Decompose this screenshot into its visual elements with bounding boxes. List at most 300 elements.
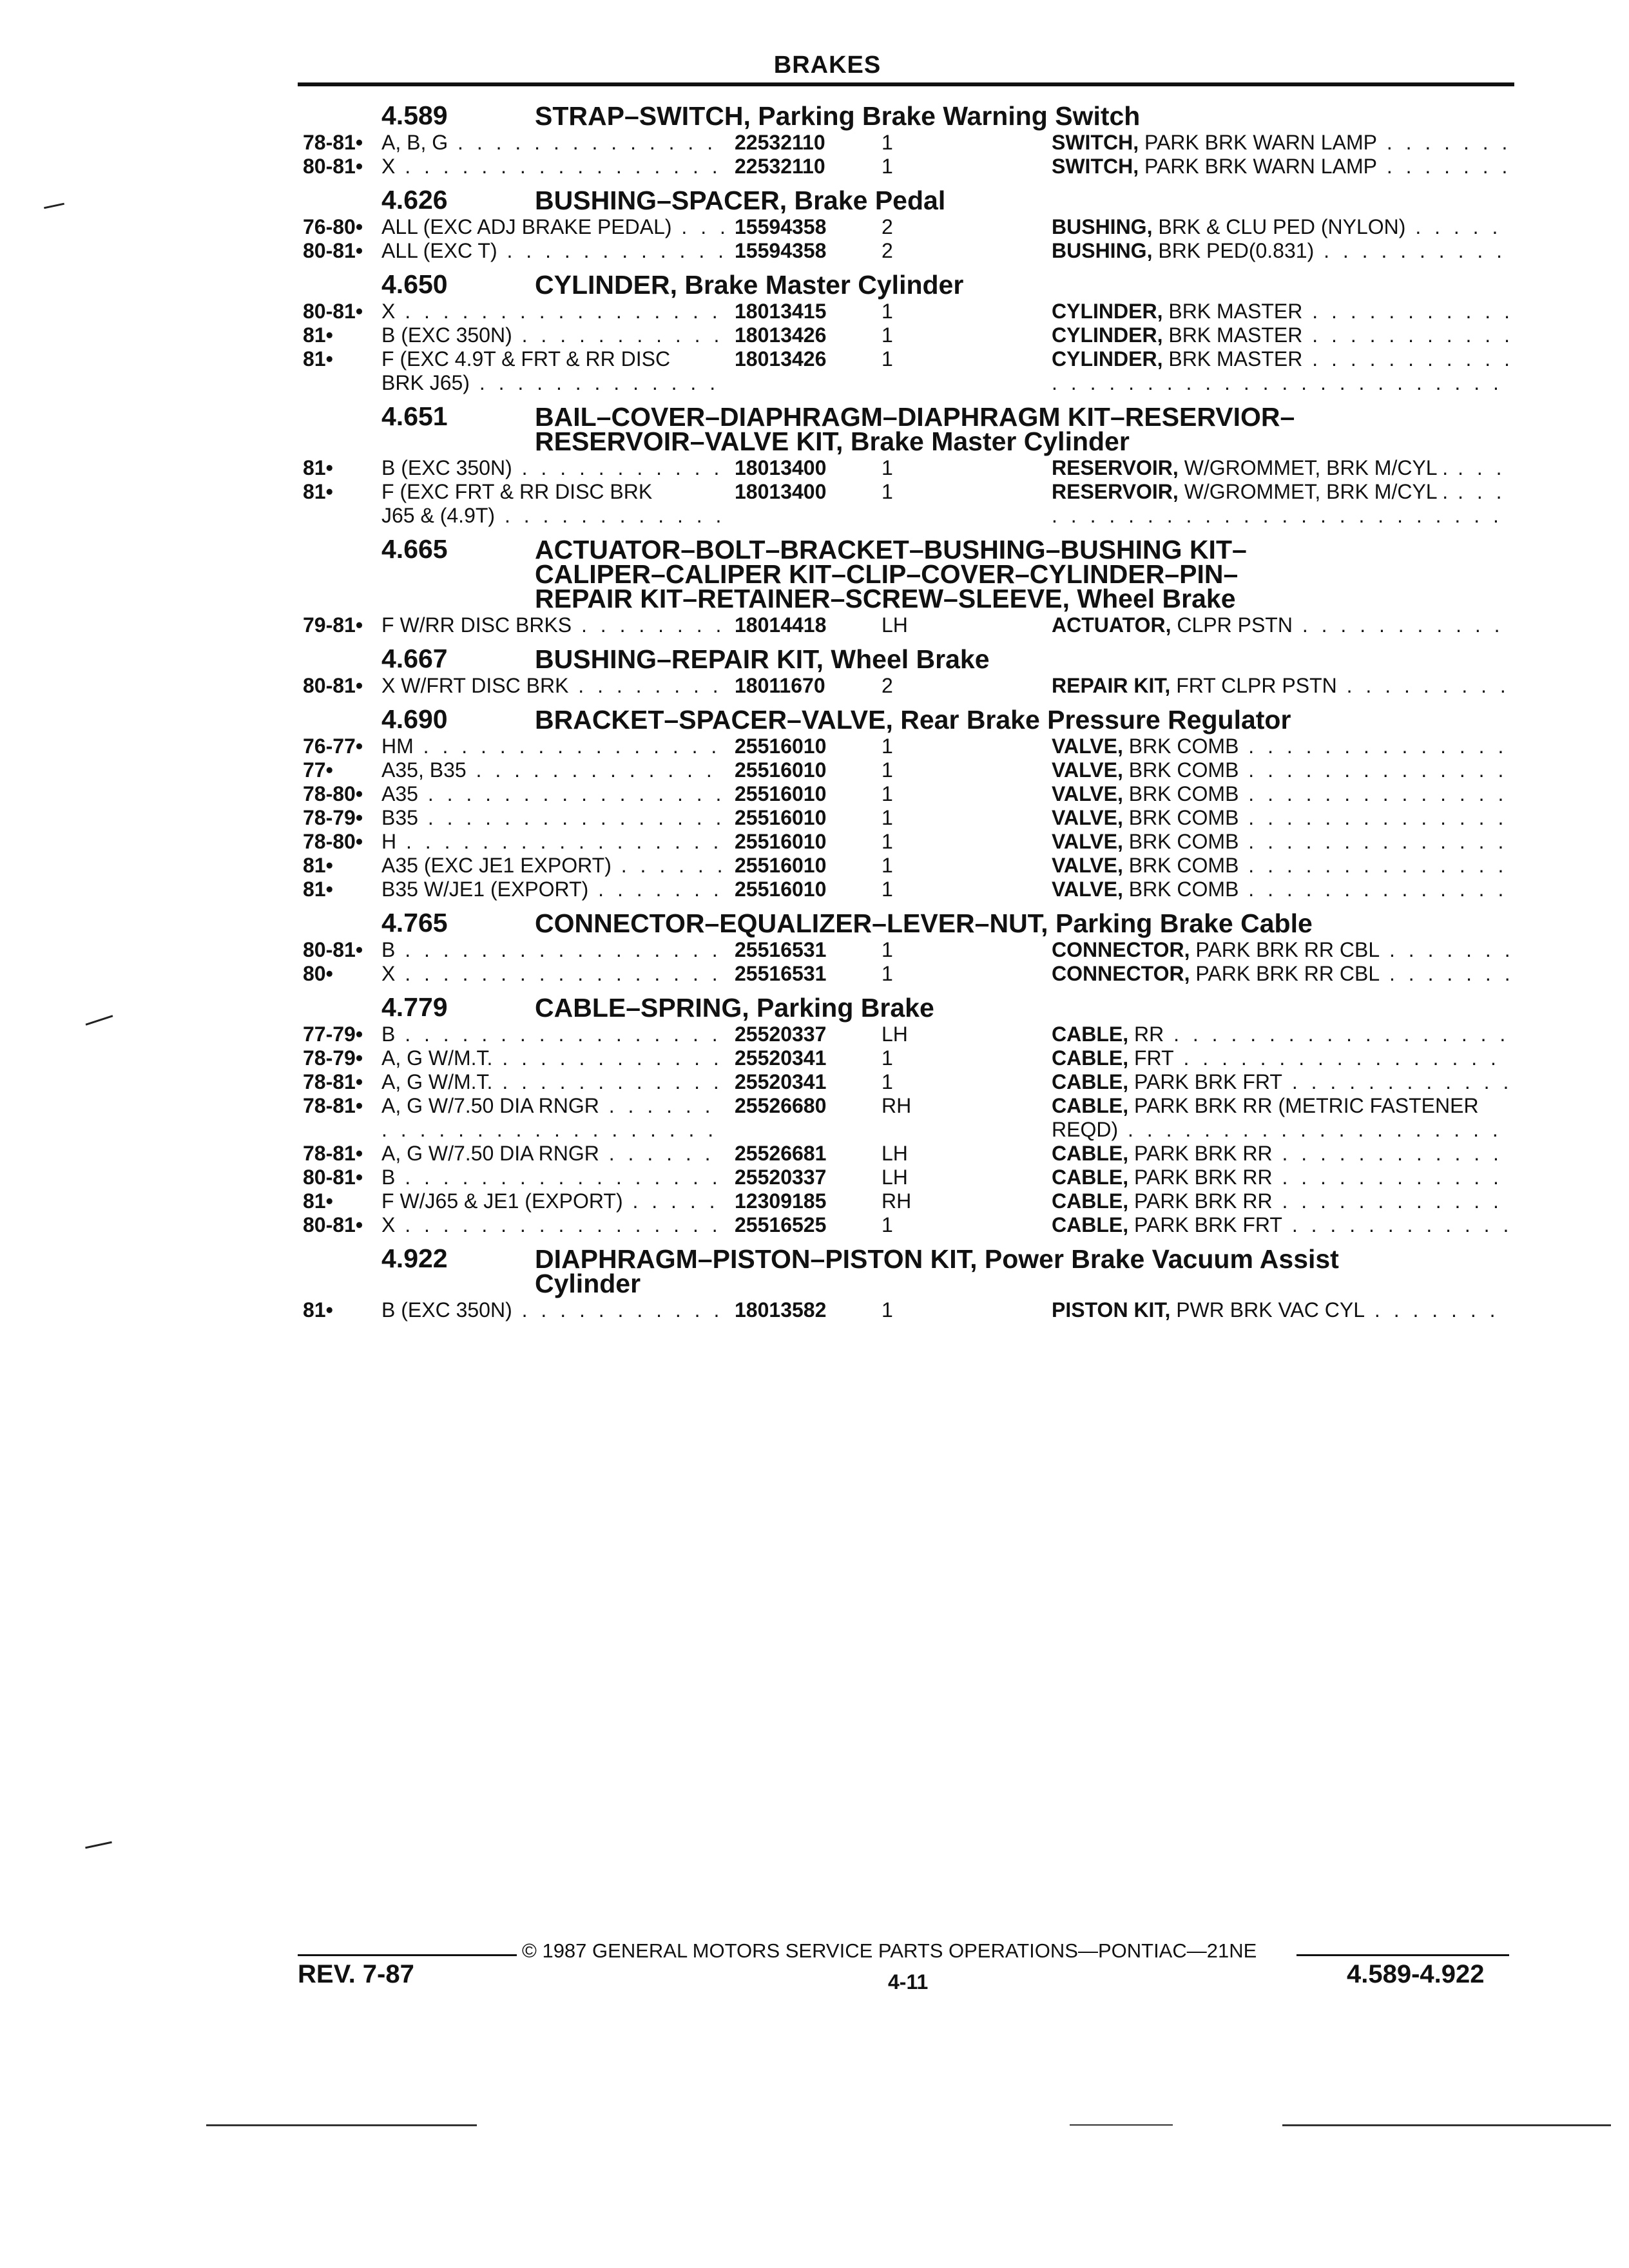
leader-dots: . . . . . . .	[1389, 938, 1514, 961]
model-year: 81•	[303, 456, 333, 479]
leader-dots: . . . . . . . .	[581, 613, 726, 637]
model-year: 81•	[303, 878, 333, 901]
description-detail: PARK BRK RR CBL	[1195, 938, 1380, 961]
model-year: 76-77•	[303, 735, 363, 758]
part-number: 25516010	[735, 806, 827, 829]
quantity: 1	[882, 155, 893, 178]
model-application: ALL (EXC ADJ BRAKE PEDAL) . . .	[381, 215, 729, 239]
model-year: 81•	[303, 1298, 333, 1321]
model-year: 78-81•	[303, 131, 363, 154]
part-number: 25520341	[735, 1070, 827, 1093]
part-number: 18013426	[735, 323, 827, 347]
description-name: CABLE,	[1052, 1166, 1129, 1189]
parts-section	[298, 101, 1514, 178]
leader-dots: . . . . . . . . . . . .	[1291, 1070, 1513, 1093]
model-application: A, G W/M.T. . . . . . . . . . . . .	[381, 1070, 729, 1094]
model-application: B35 W/JE1 (EXPORT) . . . . . . .	[381, 878, 729, 901]
model-year: 77•	[303, 758, 333, 782]
part-description	[1052, 155, 1514, 178]
part-description	[1052, 806, 1514, 830]
section-title: CABLE–SPRING, Parking Brake	[535, 993, 934, 1023]
part-number: 15594358	[735, 239, 827, 262]
part-description	[1052, 854, 1514, 878]
model-year: 80-81•	[303, 674, 363, 697]
description-detail: BRK MASTER	[1168, 347, 1303, 370]
model-year: 80•	[303, 962, 333, 985]
leader-dots: . . . . . . .	[1386, 131, 1512, 154]
section-number: 4.589	[381, 101, 448, 130]
description-name: CYLINDER,	[1052, 347, 1163, 370]
part-number: 25516010	[735, 782, 827, 805]
part-number: 18013415	[735, 300, 827, 323]
model-year: 80-81•	[303, 1166, 363, 1189]
bottom-edge-line	[206, 2124, 477, 2126]
part-number: 25516531	[735, 938, 827, 961]
leader-dots: . . . . . . . . . . . . . . . . . . . .	[1128, 1118, 1502, 1141]
part-description	[1052, 323, 1514, 347]
description-detail: PARK BRK FRT	[1134, 1070, 1282, 1093]
description-detail: FRT	[1134, 1046, 1174, 1070]
description-name: VALVE,	[1052, 806, 1123, 829]
part-description	[1052, 674, 1514, 698]
parts-section	[298, 908, 1514, 986]
quantity: 1	[882, 938, 893, 961]
part-row	[298, 613, 1514, 637]
leader-dots: . . . . . . . . . . . . . .	[458, 131, 717, 154]
section-number: 4.626	[381, 185, 448, 215]
leader-dots: . . . . . . . . . . . . . . . . . . . . . . . . . . .	[1052, 480, 1506, 527]
section-title: BUSHING–SPACER, Brake Pedal	[535, 186, 946, 215]
description-name: CABLE,	[1052, 1189, 1129, 1213]
part-row	[298, 735, 1514, 758]
model-application: B (EXC 350N) . . . . . . . . . . .	[381, 1298, 729, 1322]
part-number: 15594358	[735, 215, 827, 238]
leader-dots: . . . . . . . . . . . . . .	[1248, 830, 1508, 853]
leader-dots: . . . . . . . .	[578, 674, 722, 697]
parts-section	[298, 644, 1514, 698]
section-heading	[298, 1244, 1514, 1296]
description-detail: PARK BRK RR	[1134, 1189, 1273, 1213]
part-row	[298, 456, 1514, 480]
part-description	[1052, 613, 1514, 637]
model-application: B . . . . . . . . . . . . . . . . .	[381, 1166, 729, 1189]
leader-dots: . . . . . . . . . . .	[1302, 613, 1504, 637]
description-detail: W/GROMMET, BRK M/CYL .	[1184, 456, 1449, 479]
model-year: 78-81•	[303, 1094, 363, 1117]
model-application: A35 . . . . . . . . . . . . . . . .	[381, 782, 729, 806]
description-detail: PWR BRK VAC CYL	[1176, 1298, 1365, 1321]
leader-dots: . . . . . . . . . . . . . . . . . . . . . . . .	[381, 1094, 718, 1141]
leader-dots: . . . . . . . . . . . .	[1282, 1189, 1503, 1213]
part-number: 18014418	[735, 613, 827, 637]
section-heading	[298, 185, 1514, 213]
part-description	[1052, 347, 1514, 395]
part-number: 25516010	[735, 854, 827, 877]
parts-section	[298, 992, 1514, 1237]
part-row	[298, 830, 1514, 854]
leader-dots: . . . . . . . . . . .	[521, 1298, 724, 1321]
leader-dots: . . . . . . . . . . . . . .	[1248, 782, 1508, 805]
description-detail: PARK BRK WARN LAMP	[1144, 131, 1377, 154]
parts-section	[298, 1244, 1514, 1322]
leader-dots: . . . . . . . . . . . .	[1291, 1213, 1513, 1236]
part-description	[1052, 480, 1514, 528]
section-heading	[298, 534, 1514, 611]
section-heading	[298, 704, 1514, 735]
section-heading	[298, 908, 1514, 936]
section-title: STRAP–SWITCH, Parking Brake Warning Switch	[535, 101, 1141, 131]
quantity: RH	[882, 1094, 912, 1117]
leader-dots: . . . . . . . . . . .	[1312, 300, 1514, 323]
description-name: PISTON KIT,	[1052, 1298, 1171, 1321]
part-number: 25516010	[735, 830, 827, 853]
leader-dots: . . . . . . . . . . .	[521, 456, 724, 479]
page-number: 4-11	[888, 1970, 929, 1994]
description-name: ACTUATOR,	[1052, 613, 1171, 637]
model-application: X W/FRT DISC BRK . . . . . . . .	[381, 674, 729, 698]
model-application: A, G W/M.T. . . . . . . . . . . . .	[381, 1046, 729, 1070]
part-description	[1052, 131, 1514, 155]
part-number: 25520337	[735, 1023, 827, 1046]
description-detail: FRT CLPR PSTN	[1176, 674, 1337, 697]
description-detail: BRK COMB	[1128, 782, 1239, 805]
description-name: CYLINDER,	[1052, 300, 1163, 323]
leader-dots: . . . . . . . . . . . .	[502, 1046, 723, 1070]
model-year: 80-81•	[303, 239, 363, 262]
description-name: VALVE,	[1052, 758, 1123, 782]
description-detail: BRK COMB	[1128, 758, 1239, 782]
model-year: 80-81•	[303, 300, 363, 323]
part-row	[298, 1166, 1514, 1189]
leader-dots: . . . . . . . . . . . .	[502, 1070, 723, 1093]
leader-dots: . . . . . . . . . . . . . . . . .	[405, 300, 722, 323]
part-row	[298, 806, 1514, 830]
description-name: RESERVOIR,	[1052, 480, 1179, 503]
leader-dots: . . . . . . . . . . . . .	[479, 371, 720, 394]
parts-section	[298, 401, 1514, 528]
part-number: 25516525	[735, 1213, 827, 1236]
parts-list	[298, 101, 1514, 1322]
page-header: BRAKES	[773, 52, 882, 79]
quantity: 1	[882, 758, 893, 782]
description-detail: PARK BRK RR	[1134, 1166, 1273, 1189]
leader-dots: . . . . .	[632, 1189, 719, 1213]
part-row	[298, 758, 1514, 782]
quantity: 1	[882, 1046, 893, 1070]
quantity: 1	[882, 480, 893, 503]
part-number: 25526681	[735, 1142, 827, 1165]
description-name: SWITCH,	[1052, 155, 1139, 178]
description-name: CABLE,	[1052, 1094, 1129, 1117]
model-year: 81•	[303, 323, 333, 347]
part-description	[1052, 758, 1514, 782]
model-year: 76-80•	[303, 215, 363, 238]
part-description	[1052, 1070, 1514, 1094]
section-number: 4.651	[381, 401, 448, 431]
section-number: 4.779	[381, 992, 448, 1022]
model-application: A35, B35 . . . . . . . . . . . . .	[381, 758, 729, 782]
part-number: 25520337	[735, 1166, 827, 1189]
leader-dots: . . . . . . .	[598, 878, 723, 901]
header-rule	[298, 82, 1514, 86]
leader-dots: . . . . . . . . . . . .	[1282, 1142, 1503, 1165]
model-year: 80-81•	[303, 1213, 363, 1236]
model-application: F (EXC FRT & RR DISC BRK J65 & (4.9T) . . . . . . . . . . . .	[381, 480, 729, 528]
description-name: CONNECTOR,	[1052, 938, 1190, 961]
model-application: X . . . . . . . . . . . . . . . . .	[381, 962, 729, 986]
part-description	[1052, 782, 1514, 806]
leader-dots: . . . . . . . . . . . . . .	[1248, 806, 1508, 829]
quantity: 1	[882, 323, 893, 347]
leader-dots: . . . . . . . . . . . . . . . . .	[1183, 1046, 1500, 1070]
description-name: VALVE,	[1052, 782, 1123, 805]
model-application: H . . . . . . . . . . . . . . . . .	[381, 830, 729, 854]
model-year: 80-81•	[303, 155, 363, 178]
part-number: 25516531	[735, 962, 827, 985]
description-name: BUSHING,	[1052, 239, 1153, 262]
part-row	[298, 1023, 1514, 1046]
model-application: B (EXC 350N) . . . . . . . . . . .	[381, 456, 729, 480]
model-application: B . . . . . . . . . . . . . . . . .	[381, 938, 729, 962]
leader-dots: . . . . . . . . . . . . . . . . .	[405, 1023, 722, 1046]
quantity: 1	[882, 300, 893, 323]
leader-dots: . . . . . . . . . . . . . . . . .	[405, 1213, 722, 1236]
model-application: A, B, G . . . . . . . . . . . . . .	[381, 131, 729, 155]
model-application: F W/J65 & JE1 (EXPORT) . . . . .	[381, 1189, 729, 1213]
parts-section	[298, 185, 1514, 263]
part-row	[298, 239, 1514, 263]
quantity: RH	[882, 1189, 912, 1213]
section-number: 4.667	[381, 644, 448, 673]
footer-copyright: © 1987 GENERAL MOTORS SERVICE PARTS OPERATIONS—PONTIAC—21NE	[522, 1939, 1257, 1962]
part-description	[1052, 1046, 1514, 1070]
model-year: 78-81•	[303, 1142, 363, 1165]
leader-dots: . . . . . . . . . .	[1324, 239, 1507, 262]
section-heading	[298, 644, 1514, 674]
description-detail: W/GROMMET, BRK M/CYL .	[1184, 480, 1449, 503]
model-year: 78-79•	[303, 1046, 363, 1070]
model-year: 81•	[303, 480, 333, 503]
part-description	[1052, 1189, 1514, 1213]
section-title: DIAPHRAGM–PISTON–PISTON KIT, Power Brake Vacuum Assist Cylinder	[535, 1244, 1339, 1298]
description-name: CABLE,	[1052, 1213, 1129, 1236]
model-application: HM . . . . . . . . . . . . . . . .	[381, 735, 729, 758]
quantity: 1	[882, 735, 893, 758]
leader-dots: . . . . . . . . . . . . . .	[1248, 758, 1508, 782]
leader-dots: . . . . . . . . . . . . . . . . .	[405, 938, 722, 961]
part-row	[298, 323, 1514, 347]
model-year: 78-81•	[303, 1070, 363, 1093]
section-title: BUSHING–REPAIR KIT, Wheel Brake	[535, 644, 990, 674]
part-row	[298, 962, 1514, 986]
part-description	[1052, 1023, 1514, 1046]
quantity: 2	[882, 674, 893, 697]
model-year: 77-79•	[303, 1023, 363, 1046]
description-detail: PARK BRK RR	[1134, 1142, 1273, 1165]
part-row	[298, 938, 1514, 962]
parts-section	[298, 534, 1514, 637]
leader-dots: . . . . . . . . . . . . . . . .	[423, 735, 721, 758]
section-number: 4.922	[381, 1244, 448, 1273]
model-application: B35 . . . . . . . . . . . . . . . .	[381, 806, 729, 830]
part-row	[298, 1046, 1514, 1070]
description-name: CYLINDER,	[1052, 323, 1163, 347]
part-number: 25516010	[735, 758, 827, 782]
part-row	[298, 1213, 1514, 1237]
part-row	[298, 1094, 1514, 1142]
part-row	[298, 480, 1514, 528]
description-detail: PARK BRK RR CBL	[1195, 962, 1380, 985]
model-application: A35 (EXC JE1 EXPORT) . . . . . .	[381, 854, 729, 878]
description-name: VALVE,	[1052, 735, 1123, 758]
quantity: LH	[882, 1023, 908, 1046]
description-name: CABLE,	[1052, 1070, 1129, 1093]
quantity: 2	[882, 239, 893, 262]
quantity: 1	[882, 962, 893, 985]
part-row	[298, 878, 1514, 901]
footer-rule-left	[298, 1954, 517, 1956]
quantity: 1	[882, 456, 893, 479]
section-number: 4.690	[381, 704, 448, 734]
description-name: REPAIR KIT,	[1052, 674, 1171, 697]
description-detail: BRK COMB	[1128, 830, 1239, 853]
model-year: 78-79•	[303, 806, 363, 829]
part-number: 25526680	[735, 1094, 827, 1117]
description-detail: BRK COMB	[1128, 806, 1239, 829]
quantity: 2	[882, 215, 893, 238]
section-number: 4.665	[381, 534, 448, 564]
footer-rule-right	[1296, 1954, 1509, 1956]
leader-dots: . . . . . . . . . . .	[1312, 323, 1514, 347]
model-year: 81•	[303, 347, 333, 370]
part-row	[298, 347, 1514, 395]
part-row	[298, 1189, 1514, 1213]
leader-dots: . . . . . . . . . . . .	[1282, 1166, 1503, 1189]
part-description	[1052, 1142, 1514, 1166]
part-description	[1052, 456, 1514, 480]
description-detail: BRK COMB	[1128, 735, 1239, 758]
leader-dots: . . . . . . . . .	[1346, 674, 1510, 697]
revision-label: REV. 7-87	[298, 1960, 414, 1988]
part-number: 12309185	[735, 1189, 827, 1213]
quantity: LH	[882, 1142, 908, 1165]
description-detail: PARK BRK WARN LAMP	[1144, 155, 1377, 178]
description-detail: BRK MASTER	[1168, 323, 1303, 347]
part-row	[298, 854, 1514, 878]
quantity: LH	[882, 1166, 908, 1189]
model-application: X . . . . . . . . . . . . . . . . .	[381, 155, 729, 178]
part-row	[298, 1142, 1514, 1166]
leader-dots: . . . . . . . . . . . .	[506, 239, 728, 262]
part-row	[298, 674, 1514, 698]
description-name: VALVE,	[1052, 830, 1123, 853]
scan-mark	[86, 1015, 113, 1025]
part-row	[298, 300, 1514, 323]
quantity: 1	[882, 878, 893, 901]
model-application: F (EXC 4.9T & FRT & RR DISC BRK J65) . . . . . . . . . . . . .	[381, 347, 729, 395]
quantity: 1	[882, 782, 893, 805]
description-name: CABLE,	[1052, 1046, 1129, 1070]
section-heading	[298, 269, 1514, 300]
description-detail: PARK BRK RR (METRIC FASTENER REQD)	[1052, 1094, 1479, 1141]
model-year: 78-80•	[303, 782, 363, 805]
description-detail: BRK COMB	[1128, 854, 1239, 877]
leader-dots: . . . . . . .	[1389, 962, 1514, 985]
section-title: BRACKET–SPACER–VALVE, Rear Brake Pressure Regulator	[535, 705, 1291, 735]
leader-dots: . . . . . . . . . . .	[521, 323, 724, 347]
part-row	[298, 155, 1514, 178]
part-number: 25516010	[735, 735, 827, 758]
leader-dots: . . . . . . .	[1386, 155, 1512, 178]
leader-dots: . . . . . . .	[1374, 1298, 1499, 1321]
quantity: 1	[882, 131, 893, 154]
model-application: B (EXC 350N) . . . . . . . . . . .	[381, 323, 729, 347]
part-row	[298, 215, 1514, 239]
description-detail: PARK BRK FRT	[1134, 1213, 1282, 1236]
section-heading	[298, 992, 1514, 1023]
leader-dots: . . . . . . . . . . . . . . . . . . . . . . . . . . . . . . . . . . .	[1052, 347, 1514, 394]
model-year: 80-81•	[303, 938, 363, 961]
quantity: 1	[882, 854, 893, 877]
model-year: 81•	[303, 1189, 333, 1213]
scan-mark	[44, 203, 64, 209]
quantity: 1	[882, 830, 893, 853]
description-detail: RR	[1134, 1023, 1164, 1046]
model-application: F W/RR DISC BRKS . . . . . . . .	[381, 613, 729, 637]
leader-dots: . . . . . . . . . . . . . . . .	[427, 782, 726, 805]
description-name: CABLE,	[1052, 1142, 1129, 1165]
model-application: X . . . . . . . . . . . . . . . . .	[381, 300, 729, 323]
leader-dots: . . . . .	[1415, 215, 1502, 238]
part-description	[1052, 830, 1514, 854]
model-application: X . . . . . . . . . . . . . . . . .	[381, 1213, 729, 1237]
part-description	[1052, 1298, 1514, 1322]
description-detail: BRK PED(0.831)	[1158, 239, 1315, 262]
bottom-edge-line	[1070, 2124, 1173, 2126]
quantity: LH	[882, 613, 908, 637]
part-description	[1052, 1213, 1514, 1237]
part-description	[1052, 1166, 1514, 1189]
leader-dots: . . . . . . . . . . . . . . . . .	[406, 830, 723, 853]
model-application: ALL (EXC T) . . . . . . . . . . . .	[381, 239, 729, 263]
part-number: 18013426	[735, 347, 827, 370]
section-number: 4.650	[381, 269, 448, 299]
model-year: 79-81•	[303, 613, 363, 637]
leader-dots: . . . . . .	[621, 854, 727, 877]
description-name: CONNECTOR,	[1052, 962, 1190, 985]
scan-mark	[85, 1841, 112, 1849]
section-title: CONNECTOR–EQUALIZER–LEVER–NUT, Parking Brake Cable	[535, 908, 1313, 938]
description-name: RESERVOIR,	[1052, 456, 1179, 479]
leader-dots: . . . . . .	[608, 1142, 715, 1165]
leader-dots: . . . . . . . . . . . . . . . .	[427, 806, 726, 829]
leader-dots: . . . . . . . . . . . . .	[476, 758, 716, 782]
leader-dots: . . . . . . . . . . . . . . . . .	[405, 1166, 722, 1189]
part-number: 18013400	[735, 480, 827, 503]
section-heading	[298, 401, 1514, 454]
description-detail: BRK COMB	[1128, 878, 1239, 901]
part-number: 25520341	[735, 1046, 827, 1070]
model-application: A, G W/7.50 DIA RNGR . . . . . .	[381, 1142, 729, 1166]
section-number: 4.765	[381, 908, 448, 937]
part-description	[1052, 962, 1514, 986]
model-year: 78-80•	[303, 830, 363, 853]
part-row	[298, 782, 1514, 806]
description-name: BUSHING,	[1052, 215, 1153, 238]
leader-dots: . . .	[1458, 456, 1506, 479]
description-name: CABLE,	[1052, 1023, 1129, 1046]
leader-dots: . . . . . . . . . . . .	[504, 504, 726, 527]
